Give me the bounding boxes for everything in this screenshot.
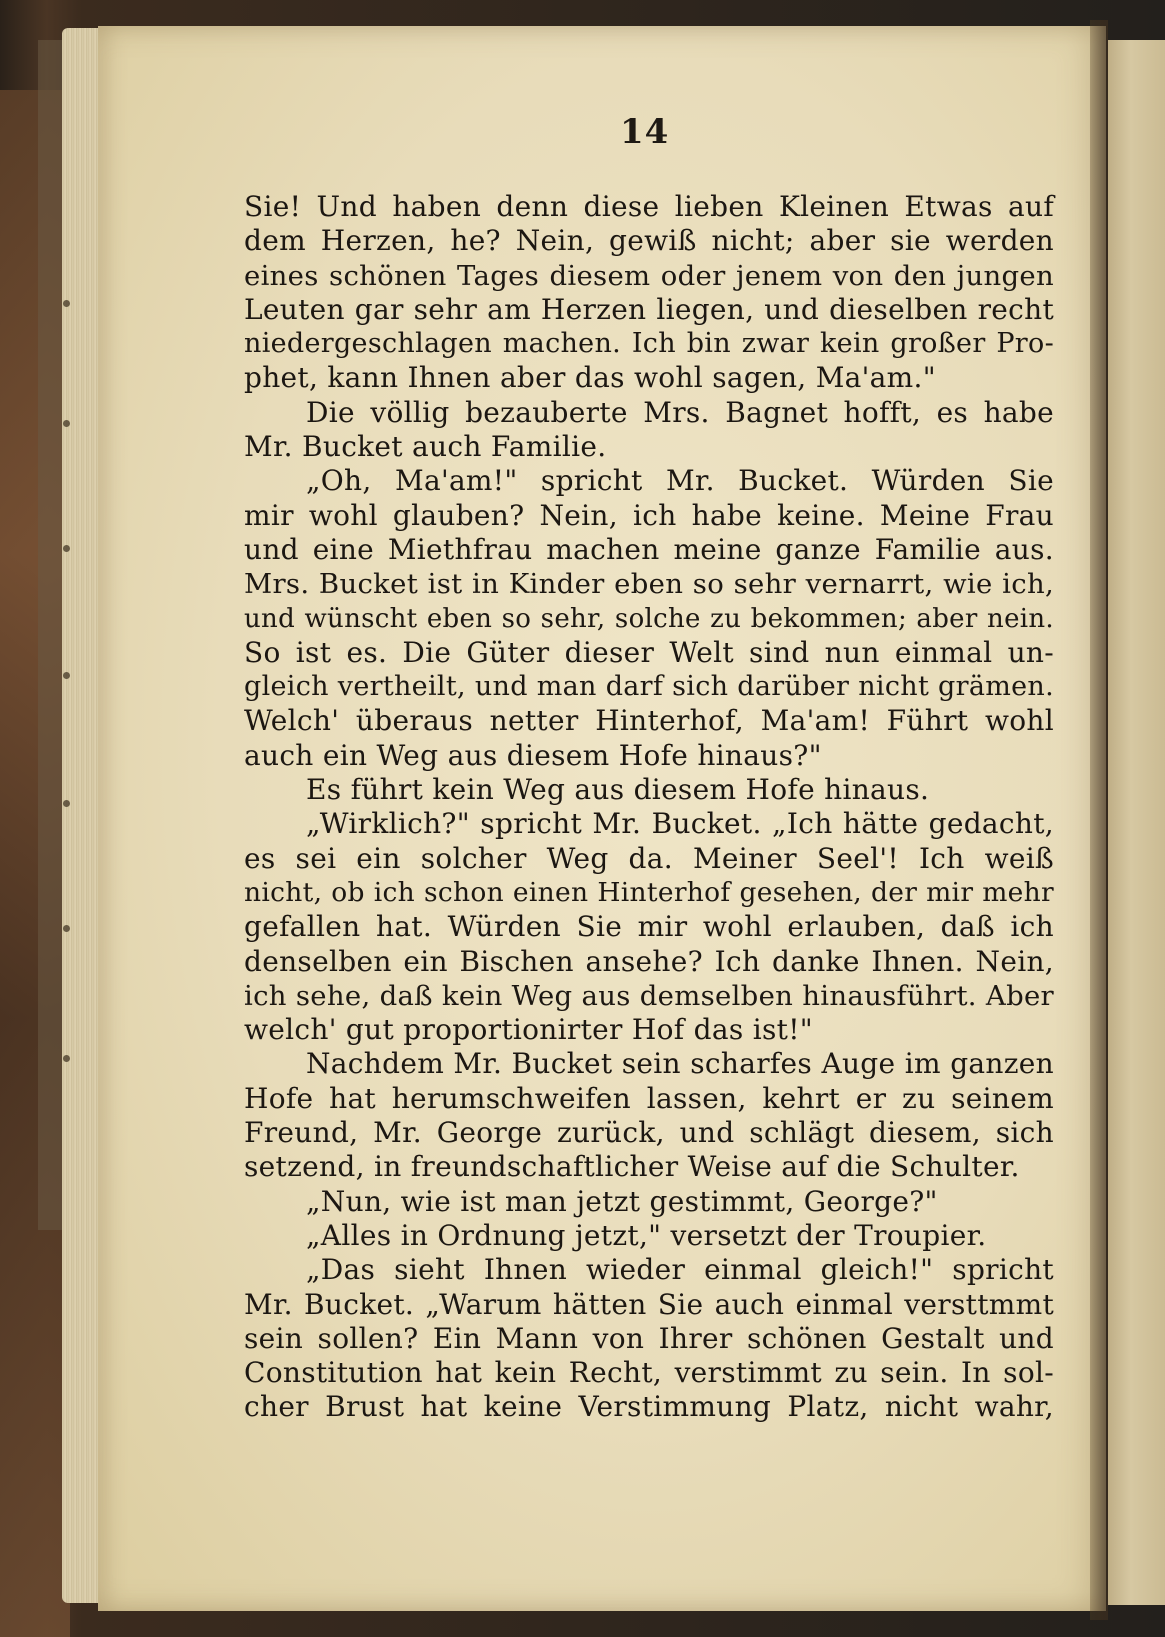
margin-mark <box>63 1055 70 1062</box>
text-line: denselben ein Bischen ansehe? Ich danke Ihnen. Nein, <box>244 944 1054 978</box>
text-line: phet, kann Ihnen aber das wohl sagen, Ma'am." <box>244 361 936 395</box>
margin-mark <box>63 300 70 307</box>
text-line: welch' gut proportionirter Hof das ist!" <box>244 1013 813 1047</box>
text-line: „Nun, wie ist man jetzt gestimmt, George?" <box>306 1184 938 1218</box>
text-line: es sei ein solcher Weg da. Meiner Seel'! Ich weiß <box>244 841 1054 875</box>
text-line: dem Herzen, he? Nein, gewiß nicht; aber sie werden <box>244 224 1054 258</box>
text-line: Leuten gar sehr am Herzen liegen, und dieselben recht <box>244 292 1054 326</box>
text-line: „Das sieht Ihnen wieder einmal gleich!" spricht <box>306 1253 1054 1287</box>
text-line: cher Brust hat keine Verstimmung Platz, nicht wahr, <box>244 1390 1054 1424</box>
text-line: Nachdem Mr. Bucket sein scharfes Auge im ganzen <box>306 1047 1054 1081</box>
margin-mark <box>63 545 70 552</box>
text-line: gefallen hat. Würden Sie mir wohl erlauben, daß ich <box>244 910 1054 944</box>
text-line: eines schönen Tages diesem oder jenem von den jungen <box>244 259 1054 292</box>
margin-mark <box>63 420 70 427</box>
text-line: Die völlig bezauberte Mrs. Bagnet hofft, es habe <box>306 395 1054 429</box>
text-line: Es führt kein Weg aus diesem Hofe hinaus. <box>306 773 930 807</box>
text-line: nicht, ob ich schon einen Hinterhof gesehen, der mir mehr <box>244 876 1054 908</box>
margin-mark <box>63 672 70 679</box>
page-number: 14 <box>620 112 670 152</box>
text-line: mir wohl glauben? Nein, ich habe keine. Meine Frau <box>244 498 1054 532</box>
text-line: Sie! Und haben denn diese lieben Kleinen Etwas auf <box>244 190 1054 223</box>
text-line: Welch' überaus netter Hinterhof, Ma'am! Führt wohl <box>244 704 1054 738</box>
text-line: Freund, Mr. George zurück, und schlägt diesem, sich <box>244 1116 1054 1150</box>
text-line: gleich vertheilt, und man darf sich darüber nicht grämen. <box>244 671 1054 703</box>
book-gutter <box>1090 20 1108 1620</box>
next-page-edge <box>1108 40 1165 1605</box>
text-line: Mr. Bucket. „Warum hätten Sie auch einmal versttmmt <box>244 1287 1054 1321</box>
text-line: Mrs. Bucket ist in Kinder eben so sehr vernarrt, wie ich, <box>244 568 1054 601</box>
text-line: „Oh, Ma'am!" spricht Mr. Bucket. Würden Sie <box>306 464 1054 498</box>
text-line: niedergeschlagen machen. Ich bin zwar kein großer Pro- <box>244 328 1054 360</box>
text-line: auch ein Weg aus diesem Hofe hinaus?" <box>244 738 822 772</box>
text-line: „Wirklich?" spricht Mr. Bucket. „Ich hätte gedacht, <box>306 807 1054 841</box>
text-line: sein sollen? Ein Mann von Ihrer schönen Gestalt und <box>244 1321 1054 1355</box>
text-line: So ist es. Die Güter dieser Welt sind nun einmal un- <box>244 635 1054 669</box>
text-line: Constitution hat kein Recht, verstimmt zu sein. In sol- <box>244 1356 1054 1390</box>
text-line: und eine Miethfrau machen meine ganze Familie aus. <box>244 532 1054 566</box>
text-line: „Alles in Ordnung jetzt," versetzt der Troupier. <box>306 1218 987 1252</box>
text-line: Mr. Bucket auch Familie. <box>244 430 607 464</box>
body-text <box>244 190 1054 1425</box>
text-line: und wünscht eben so sehr, solche zu bekommen; aber nein. <box>244 603 1054 634</box>
margin-mark <box>63 925 70 932</box>
text-line: ich sehe, daß kein Weg aus demselben hinausführt. Aber <box>244 979 1054 1012</box>
text-line: setzend, in freundschaftlicher Weise auf die Schulter. <box>244 1150 1020 1184</box>
margin-mark <box>63 800 70 807</box>
text-line: Hofe hat herumschweifen lassen, kehrt er zu seinem <box>244 1081 1054 1115</box>
